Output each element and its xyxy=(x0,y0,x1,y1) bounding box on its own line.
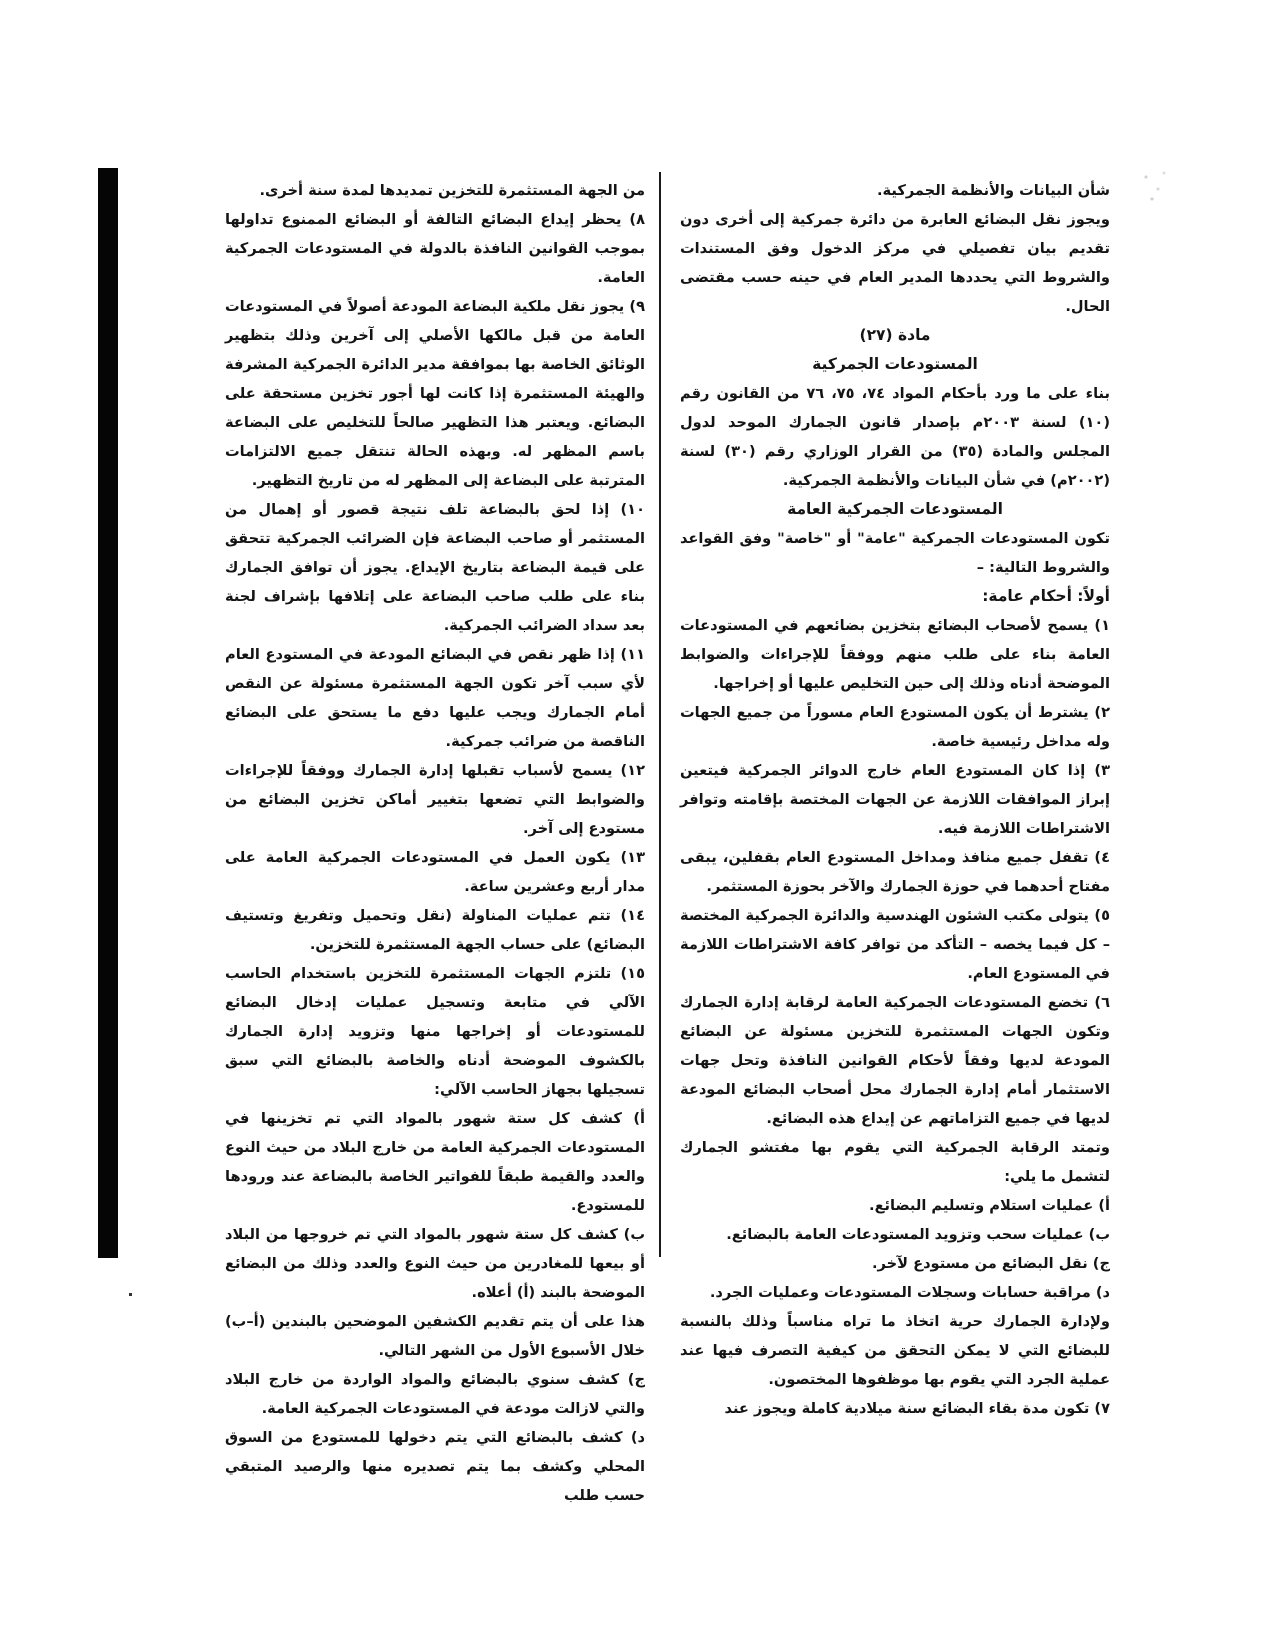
paragraph: ج) نقل البضائع من مستودع لآخر. xyxy=(872,1255,1110,1272)
scan-edge-shadow xyxy=(98,168,118,1258)
paragraph: بناء على ما ورد بأحكام المواد ٧٤، ٧٥، ٧٦ من القانون رقم (١٠) لسنة ٢٠٠٣م بإصدار قانون الجمارك الموحد لدول المجلس والمادة (٣٥) من القرار الوزاري رقم (٣٠) لسنة (٢٠٠٢م) في شأن البيانات والأنظمة الجمركية. xyxy=(680,385,1111,489)
paragraph: أ) عمليات استلام وتسليم البضائع. xyxy=(869,1197,1110,1214)
paragraph: ١٣) يكون العمل في المستودعات الجمركية العامة على مدار أربع وعشرين ساعة. xyxy=(225,849,645,895)
right-column xyxy=(680,176,1110,1423)
scan-noise xyxy=(1140,165,1170,205)
paragraph: ب) كشف كل ستة شهور بالمواد التي تم خروجها من البلاد أو بيعها للمغادرين من حيث النوع والعدد وذلك من البضائع الموضحة بالبند (أ) أعلاه. xyxy=(225,1226,645,1301)
paragraph: ٢) يشترط أن يكون المستودع العام مسوراً من جميع الجهات وله مداخل رئيسية خاصة. xyxy=(680,704,1110,750)
paragraph: ٧) تكون مدة بقاء البضائع سنة ميلادية كاملة ويجوز عند xyxy=(724,1400,1110,1417)
paragraph: ٤) تقفل جميع منافذ ومداخل المستودع العام بقفلين، يبقى مفتاح أحدهما في حوزة الجمارك والآخر بحوزة المستثمر. xyxy=(680,849,1110,895)
paragraph: ١١) إذا ظهر نقص في البضائع المودعة في المستودع العام لأي سبب آخر تكون الجهة المستثمرة مسئولة عن النقص أمام الجمارك ويجب عليها دفع ما يستحق على البضائع الناقصة من ضرائب جمركية. xyxy=(225,646,645,750)
paragraph: ٩) يجوز نقل ملكية البضاعة المودعة أصولاً في المستودعات العامة من قبل مالكها الأصلي إلى آخرين وذلك بتظهير الوثائق الخاصة بها بموافقة مدير الدائرة الجمركية المشرفة والهيئة المستثمرة إذا كانت لها أجور تخزين مستحقة على البضائع. ويعتبر هذا التظهير صالحاً للتخليص على البضاعة باسم المظهر له. وبهذه الحالة تنتقل جميع الالتزامات المترتبة على البضاعة إلى المظهر له من تاريخ التظهير. xyxy=(225,298,645,489)
paragraph: ٥) يتولى مكتب الشئون الهندسية والدائرة الجمركية المختصة – كل فيما يخصه – التأكد من توافر كافة الاشتراطات اللازمة في المستودع العام. xyxy=(680,907,1110,982)
paragraph: ١٠) إذا لحق بالبضاعة تلف نتيجة قصور أو إهمال من المستثمر أو صاحب البضاعة فإن الضرائب الجمركية تتحقق على قيمة البضاعة بتاريخ الإيداع. يجوز أن توافق الجمارك بناء على طلب صاحب البضاعة على إتلافها بإشراف لجنة بعد سداد الضرائب الجمركية. xyxy=(225,501,645,634)
paragraph: ٨) يحظر إيداع البضائع التالفة أو البضائع الممنوع تداولها بموجب القوانين النافذة بالدولة في المستودعات الجمركية العامة. xyxy=(225,211,645,286)
paragraph: د) كشف بالبضائع التي يتم دخولها للمستودع من السوق المحلي وكشف بما يتم تصديره منها والرصيد المتبقي حسب طلب xyxy=(225,1429,645,1504)
section-heading: مادة (٢٧) xyxy=(859,326,931,344)
paragraph: تكون المستودعات الجمركية "عامة" أو "خاصة" وفق القواعد والشروط التالية: – xyxy=(680,530,1110,576)
paragraph: ١٢) يسمح لأسباب تقبلها إدارة الجمارك ووفقاً للإجراءات والضوابط التي تضعها بتغيير أماكن تخزين البضائع من مستودع إلى آخر. xyxy=(225,762,645,837)
paragraph: ١٥) تلتزم الجهات المستثمرة للتخزين باستخدام الحاسب الآلي في متابعة وتسجيل عمليات إدخال البضائع للمستودعات أو إخراجها منها وتزويد إدارة الجمارك بالكشوف الموضحة أدناه والخاصة بالبضائع التي سبق تسجيلها بجهاز الحاسب الآلي: xyxy=(225,965,645,1098)
paragraph: ٣) إذا كان المستودع العام خارج الدوائر الجمركية فيتعين إبراز الموافقات اللازمة عن الجهات المختصة بإقامته وتوافر الاشتراطات اللازمة فيه. xyxy=(680,762,1110,837)
paragraph: هذا على أن يتم تقديم الكشفين الموضحين بالبندين (أ–ب) خلال الأسبوع الأول من الشهر التالي. xyxy=(225,1313,645,1359)
paragraph: من الجهة المستثمرة للتخزين تمديدها لمدة سنة أخرى. xyxy=(259,182,645,199)
subsection-heading: أولاً: أحكام عامة: xyxy=(982,587,1110,605)
paragraph: ج) كشف سنوي بالبضائع والمواد الواردة من خارج البلاد والتي لازالت مودعة في المستودعات الجمركية العامة. xyxy=(225,1371,645,1417)
scan-speck xyxy=(129,1293,132,1296)
paragraph: ١) يسمح لأصحاب البضائع بتخزين بضائعهم في المستودعات العامة بناء على طلب منهم ووفقاً للإجراءات والضوابط الموضحة أدناه وذلك إلى حين التخليص عليها أو إخراجها. xyxy=(680,617,1110,692)
paragraph: ولإدارة الجمارك حرية اتخاذ ما تراه مناسباً وذلك بالنسبة للبضائع التي لا يمكن التحقق من كيفية التصرف فيها عند عملية الجرد التي يقوم بها موظفوها المختصون. xyxy=(680,1313,1110,1388)
left-column xyxy=(225,176,645,1510)
column-divider xyxy=(659,172,661,1257)
paragraph: ويجوز نقل البضائع العابرة من دائرة جمركية إلى أخرى دون تقديم بيان تفصيلي في مركز الدخول وفق المستندات والشروط التي يحددها المدير العام في حينه حسب مقتضى الحال. xyxy=(680,211,1110,315)
paragraph: أ) كشف كل ستة شهور بالمواد التي تم تخزينها في المستودعات الجمركية العامة من خارج البلاد من حيث النوع والعدد والقيمة طبقاً للفواتير الخاصة بالبضاعة عند ورودها للمستودع. xyxy=(225,1110,645,1214)
section-heading: المستودعات الجمركية xyxy=(812,355,978,373)
paragraph: ٦) تخضع المستودعات الجمركية العامة لرقابة إدارة الجمارك وتكون الجهات المستثمرة للتخزين مسئولة عن البضائع المودعة لديها وفقاً لأحكام القوانين النافذة وتحل جهات الاستثمار أمام إدارة الجمارك محل أصحاب البضائع المودعة لديها في جميع التزاماتهم عن إيداع هذه البضائع. xyxy=(680,994,1110,1127)
paragraph: شأن البيانات والأنظمة الجمركية. xyxy=(876,182,1110,199)
paragraph: وتمتد الرقابة الجمركية التي يقوم بها مفتشو الجمارك لتشمل ما يلي: xyxy=(680,1139,1110,1185)
paragraph: د) مراقبة حسابات وسجلات المستودعات وعمليات الجرد. xyxy=(709,1284,1110,1301)
paragraph: ١٤) تتم عمليات المناولة (نقل وتحميل وتفريغ وتستيف البضائع) على حساب الجهة المستثمرة للتخزين. xyxy=(225,907,645,953)
section-heading: المستودعات الجمركية العامة xyxy=(787,500,1003,518)
paragraph: ب) عمليات سحب وتزويد المستودعات العامة بالبضائع. xyxy=(726,1226,1110,1243)
